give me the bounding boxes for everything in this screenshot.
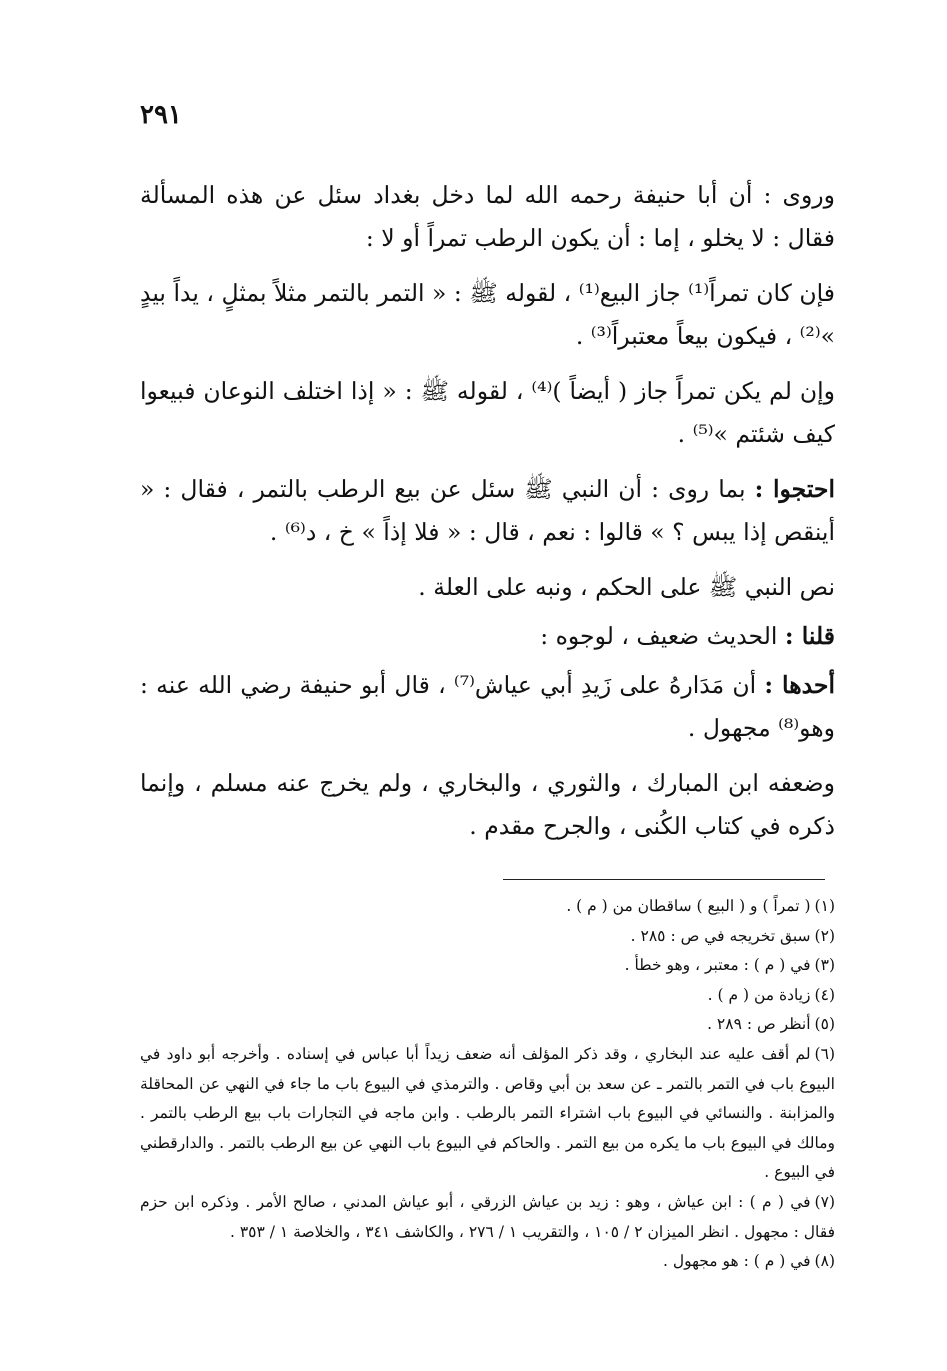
paragraph-narration: [140, 174, 835, 260]
paragraph-lead: احتجوا :: [754, 475, 835, 503]
footnote-text: أنظر ص : ٢٨٩ .: [707, 1015, 811, 1034]
paragraph-lead: أحدها :: [764, 671, 835, 699]
footnote-number: (٥): [814, 1015, 835, 1034]
paragraph-text: أن مَدَارهُ على زَيدِ أبي عياش⁽⁷⁾ ، قال أبو حنيفة رضي الله عنه : وهو⁽⁸⁾ مجهول .: [140, 671, 835, 742]
footnote-number: (٦): [814, 1044, 835, 1063]
footnotes: [140, 892, 835, 1277]
footnote: [140, 981, 835, 1011]
paragraph-argument: [140, 468, 835, 554]
paragraph-text: وروى : أن أبا حنيفة رحمه الله لما دخل بغداد سئل عن هذه المسألة فقال : لا يخلو ، إما : أن يكون الرطب تمراً أو لا :: [140, 181, 835, 252]
footnote-number: (٨): [814, 1252, 835, 1271]
footnote-text: ( تمراً ) و ( البيع ) ساقطان من ( م ) .: [566, 897, 811, 915]
footnote: [140, 892, 835, 922]
paragraph-text: الحديث ضعيف ، لوجوه :: [540, 622, 785, 650]
footnote-text: في ( م ) : معتبر ، وهو خطأ .: [624, 956, 811, 975]
paragraph-if-not-dates: [140, 370, 835, 456]
footnote-text: سبق تخريجه في ص : ٢٨٥ .: [630, 926, 811, 945]
footnote: [140, 1040, 835, 1188]
footnote-text: في ( م ) : هو مجهول .: [662, 1252, 811, 1271]
footnote-number: (٣): [814, 956, 835, 975]
page-number: ٢٩١: [140, 100, 182, 130]
footnote-number: (٢): [814, 926, 835, 945]
paragraph-text: بما روى : أن النبي ﷺ سئل عن بيع الرطب بالتمر ، فقال : « أينقص إذا يبس ؟ » قالوا : نعم ، قال : « فلا إذاً » خ ، د⁽⁶⁾ .: [140, 475, 835, 546]
paragraph-text: فإن كان تمراً⁽¹⁾ جاز البيع⁽¹⁾ ، لقوله ﷺ : « التمر بالتمر مثلاً بمثلٍ ، يداً بيدٍ »⁽²⁾ ، فيكون بيعاً معتبراً⁽³⁾ .: [140, 279, 835, 350]
footnote: [140, 951, 835, 981]
footnote-number: (٧): [814, 1192, 835, 1211]
paragraph-text: وإن لم يكن تمراً جاز ( أيضاً )⁽⁴⁾ ، لقوله ﷺ : « إذا اختلف النوعان فبيعوا كيف شئتم »⁽⁵⁾ .: [140, 377, 835, 448]
paragraph-ruling: [140, 566, 835, 609]
footnote: [140, 1010, 835, 1040]
paragraph-lead: قلنا :: [784, 622, 835, 650]
paragraph-reply: [140, 615, 835, 658]
paragraph-text: وضعفه ابن المبارك ، والثوري ، والبخاري ، ولم يخرج عنه مسلم ، وإنما ذكره في كتاب الكُنى ، والجرح مقدم .: [140, 769, 835, 840]
paragraph-if-dates: [140, 272, 835, 358]
paragraph-weakness: [140, 762, 835, 848]
footnote: [140, 922, 835, 952]
footnote: [140, 1188, 835, 1247]
paragraph-text: نص النبي ﷺ على الحكم ، ونبه على العلة .: [418, 573, 835, 601]
footnote-text: لم أقف عليه عند البخاري ، وقد ذكر المؤلف أنه ضعف زيداً أبا عباس في إسناده . وأخرجه أبو داود في البيوع باب في التمر بالتمر ـ عن سعد بن أبي وقاص . والترمذي في البيوع باب ما جاء في النهي عن المحاقلة والمزابنة . والنسائي في البيوع باب اشتراء التمر بالرطب . وابن ماجه في التجارات باب بيع الرطب بالتمر . ومالك في البيوع باب ما يكره من بيع التمر . والحاكم في البيوع باب النهي عن بيع الرطب بالتمر . والدارقطني في البيوع .: [140, 1044, 835, 1182]
footnote: [140, 1247, 835, 1277]
footnote-number: (١): [814, 897, 835, 915]
footnote-text: في ( م ) : ابن عياش ، وهو : زيد بن عياش الزرقي ، أبو عياش المدني ، صالح الأمر . وذكره ابن حزم فقال : مجهول . انظر الميزان ٢ / ١٠٥ ، والتقريب ١ / ٢٧٦ ، والكاشف ٣٤١ ، والخلاصة ١ / ٣٥٣ .: [140, 1192, 835, 1241]
footnote-divider: [503, 879, 825, 880]
footnote-text: زيادة من ( م ) .: [707, 985, 811, 1004]
main-text: [140, 174, 835, 860]
paragraph-first-reason: [140, 664, 835, 750]
footnote-number: (٤): [814, 985, 835, 1004]
